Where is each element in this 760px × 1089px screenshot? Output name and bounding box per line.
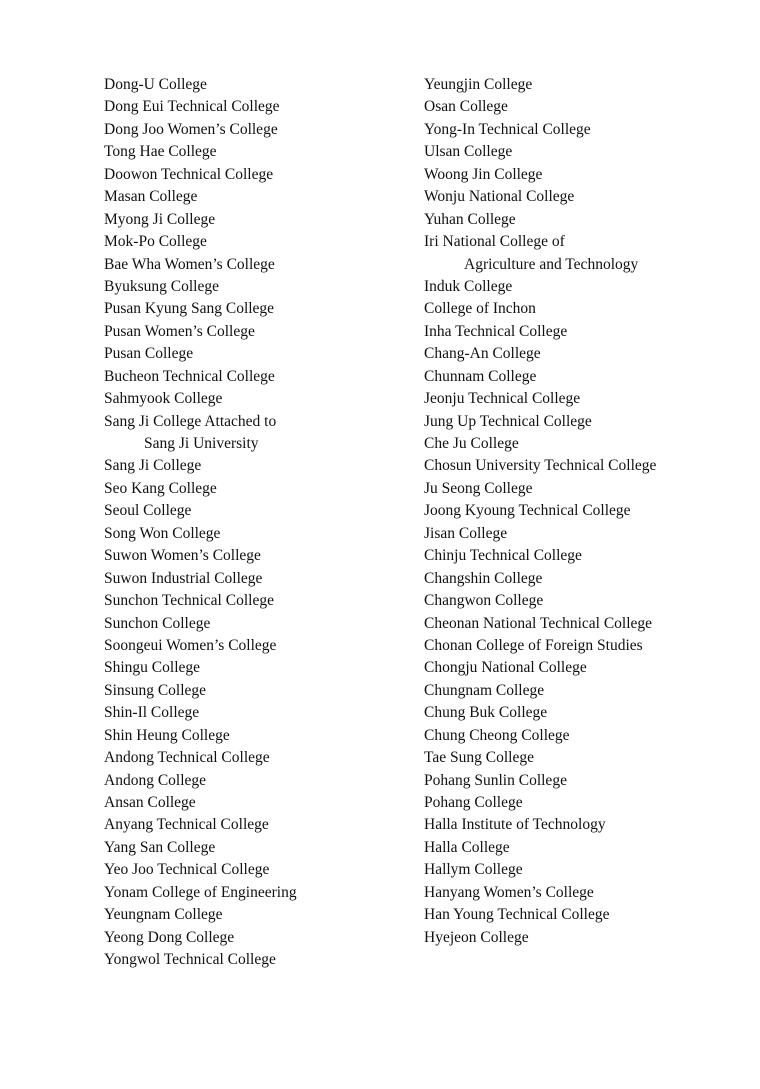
college-entry: Sang Ji College Attached to	[104, 412, 277, 430]
college-entry: Pusan Kyung Sang College	[104, 300, 275, 318]
college-entry: Ansan College	[104, 794, 196, 811]
college-entry: Yeong Dong College	[104, 928, 235, 946]
college-entry: Soongeui Women’s College	[104, 636, 277, 654]
college-entry: Han Young Technical College	[424, 906, 610, 924]
college-entry: Dong Joo Women’s College	[104, 120, 278, 138]
college-entry: Chosun University Technical College	[424, 457, 657, 475]
college-entry: Suwon Industrial College	[104, 569, 263, 587]
college-entry: Andong College	[104, 771, 207, 789]
college-entry: Halla College	[424, 838, 510, 856]
college-entry: Yuhan College	[424, 210, 516, 228]
college-entry: Che Ju College	[424, 435, 519, 452]
college-entry: Jeonju Technical College	[424, 390, 581, 408]
college-entry: Seoul College	[104, 502, 192, 520]
college-entry: Wonju National College	[424, 188, 575, 206]
college-entry: Suwon Women’s College	[104, 547, 261, 565]
college-entry: Joong Kyoung Technical College	[424, 502, 631, 520]
right-college-list	[424, 74, 744, 949]
college-entry: Sinsung College	[104, 681, 207, 699]
college-entry: Jisan College	[424, 524, 508, 542]
college-entry: Tae Sung College	[424, 749, 534, 767]
college-entry: Shin-Il College	[104, 704, 200, 722]
college-entry: Jung Up Technical College	[424, 412, 592, 430]
college-entry: Ulsan College	[424, 143, 513, 161]
college-entry: Hanyang Women’s College	[424, 883, 594, 901]
college-entry: Yongwol Technical College	[104, 951, 276, 969]
college-entry: Sang Ji College	[104, 457, 202, 475]
college-entry: Pusan Women’s College	[104, 322, 255, 340]
college-entry: Chung Cheong College	[424, 726, 570, 744]
college-entry-continuation: Sang Ji University	[144, 435, 259, 452]
college-entry: Yeo Joo Technical College	[104, 861, 270, 879]
college-entry: Iri National College of	[424, 233, 565, 251]
college-entry: Tong Hae College	[104, 143, 217, 161]
college-entry: Shin Heung College	[104, 726, 230, 744]
college-entry: Pusan College	[104, 345, 194, 363]
college-entry: Yonam College of Engineering	[104, 883, 297, 901]
college-entry: Seo Kang College	[104, 479, 217, 497]
college-entry: Yeungjin College	[424, 76, 533, 93]
college-entry: Chang-An College	[424, 345, 541, 363]
college-entry: Hallym College	[424, 861, 523, 879]
right-column	[424, 74, 744, 949]
college-entry: Hyejeon College	[424, 928, 529, 946]
college-entry: Yang San College	[104, 838, 216, 856]
college-entry: Mok-Po College	[104, 233, 207, 251]
college-entry: Induk College	[424, 277, 513, 295]
college-entry: Sunchon Technical College	[104, 592, 274, 610]
college-entry: Bucheon Technical College	[104, 367, 275, 385]
college-entry: Pohang Sunlin College	[424, 771, 567, 789]
college-entry: Masan College	[104, 188, 198, 206]
college-entry: Changshin College	[424, 569, 543, 587]
college-entry: Dong-U College	[104, 76, 207, 93]
college-entry: Byuksung College	[104, 277, 219, 295]
college-entry: Chunnam College	[424, 367, 537, 385]
college-entry: College of Inchon	[424, 300, 536, 318]
college-entry: Doowon Technical College	[104, 165, 274, 183]
college-entry: Inha Technical College	[424, 322, 568, 340]
college-entry: Chung Buk College	[424, 704, 548, 722]
college-entry: Pohang College	[424, 794, 523, 811]
college-entry-continuation: Agriculture and Technology	[464, 255, 639, 273]
college-entry: Chungnam College	[424, 681, 545, 699]
college-entry: Myong Ji College	[104, 210, 216, 228]
college-entry: Sunchon College	[104, 614, 211, 632]
college-entry: Chongju National College	[424, 659, 587, 677]
college-entry: Cheonan National Technical College	[424, 614, 653, 632]
college-entry: Dong Eui Technical College	[104, 98, 280, 116]
college-entry: Changwon College	[424, 592, 544, 610]
college-entry: Andong Technical College	[104, 749, 270, 767]
college-entry: Chonan College of Foreign Studies	[424, 636, 643, 654]
college-entry: Sahmyook College	[104, 390, 223, 408]
college-entry: Halla Institute of Technology	[424, 816, 606, 834]
college-entry: Shingu College	[104, 659, 201, 677]
college-entry: Chinju Technical College	[424, 547, 582, 565]
left-column	[104, 74, 404, 972]
college-entry: Bae Wha Women’s College	[104, 255, 275, 273]
college-entry: Song Won College	[104, 524, 221, 542]
college-entry: Osan College	[424, 98, 508, 116]
college-entry: Ju Seong College	[424, 479, 533, 497]
college-entry: Yeungnam College	[104, 906, 223, 924]
college-entry: Yong-In Technical College	[424, 120, 591, 138]
left-college-list	[104, 74, 404, 972]
college-entry: Woong Jin College	[424, 165, 543, 183]
college-entry: Anyang Technical College	[104, 816, 269, 834]
